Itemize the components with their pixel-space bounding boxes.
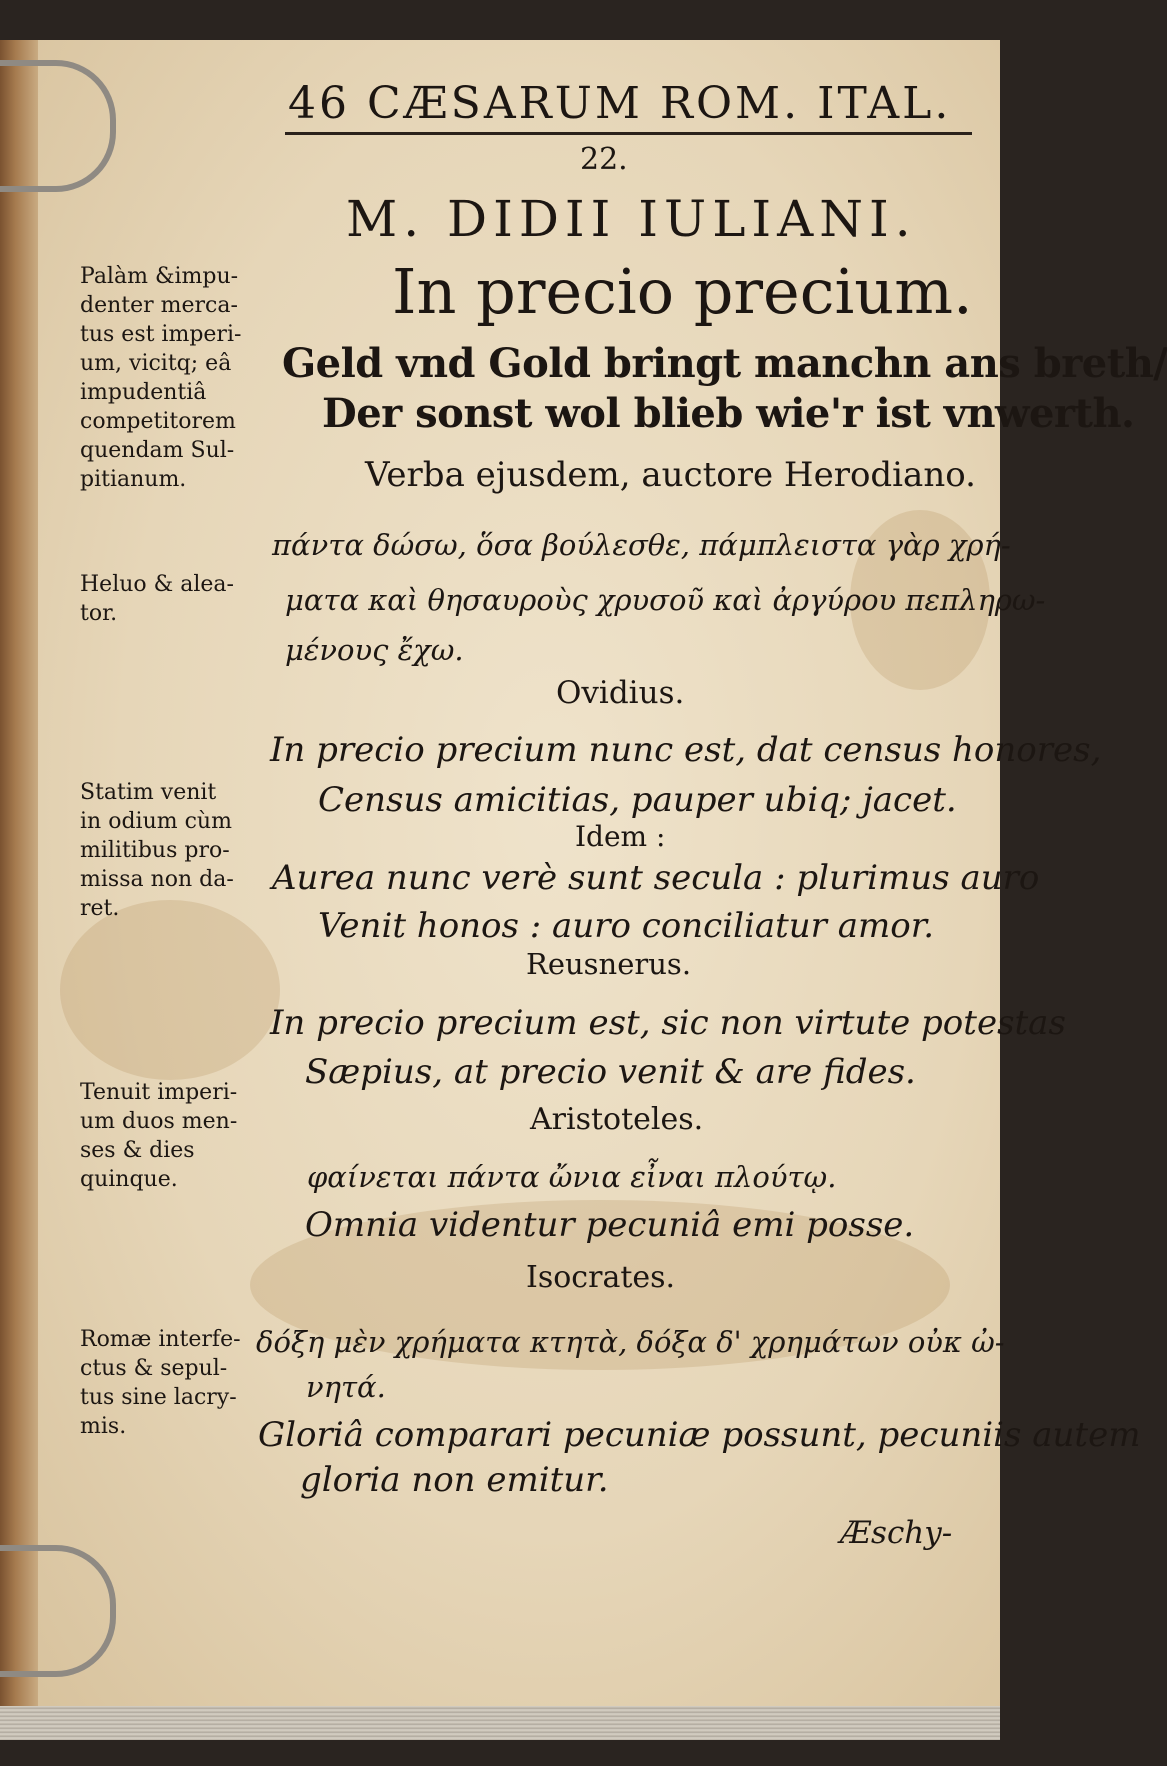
greek-quote-line: δόξη μὲν χρήματα κτητὰ, δόξα δ' χρημάτων οὐκ ὠ- xyxy=(256,1325,1005,1359)
catchword: Æschy- xyxy=(840,1515,953,1551)
greek-quote-line: ματα καὶ θησαυροὺς χρυσοῦ καὶ ἀργύρου πεπληρω- xyxy=(285,583,1046,617)
page-clip xyxy=(0,1545,116,1677)
margin-note: Tenuit imperi- um duos men- ses & dies quinque. xyxy=(80,1080,238,1192)
section-heading-aristoteles: Aristoteles. xyxy=(530,1102,704,1137)
verse-line: In precio precium nunc est, dat census honores, xyxy=(270,730,1102,770)
title-name: M. DIDII IULIANI. xyxy=(346,190,917,248)
verse-line: In precio precium est, sic non virtute potestas xyxy=(270,1003,1066,1043)
page-clip xyxy=(0,60,116,192)
section-heading-ovid: Ovidius. xyxy=(556,675,685,711)
section-heading-isocrates: Isocrates. xyxy=(526,1260,676,1295)
margin-note: Heluo & alea- tor. xyxy=(80,572,234,626)
greek-quote-line: μένους ἔχω. xyxy=(285,633,464,667)
section-heading-idem: Idem : xyxy=(575,820,666,853)
latin-quote-line: gloria non emitur. xyxy=(300,1460,609,1500)
margin-note: Statim venit in odium cùm militibus pro- missa non da- ret. xyxy=(80,780,234,921)
attribution-line: Verba ejusdem, auctore Herodiano. xyxy=(365,455,976,495)
latin-quote-line: Gloriâ comparari pecuniæ possunt, pecuniis autem xyxy=(258,1415,1141,1455)
head-rule xyxy=(285,132,972,135)
verse-line: Venit honos : auro conciliatur amor. xyxy=(318,906,935,946)
margin-note: Palàm &impu- denter merca- tus est imperi- um, vicitq; eâ impudentiâ competitorem quendam Sul- pitianum. xyxy=(80,264,242,492)
book-page xyxy=(0,40,1167,1740)
german-verse-line: Der sonst wol blieb wie'r ist vnwerth. xyxy=(322,390,1135,437)
page-bottom-edge xyxy=(0,1706,1000,1740)
german-verse-line: Geld vnd Gold bringt manchn ans breth/ xyxy=(282,340,1167,387)
running-head: 46 CÆSARUM ROM. ITAL. xyxy=(288,78,952,129)
margin-note: Romæ interfe- ctus & sepul- tus sine lacry- mis. xyxy=(80,1327,241,1439)
page-gutter-edge xyxy=(0,40,38,1740)
section-heading-reusnerus: Reusnerus. xyxy=(526,947,692,981)
paper-stain xyxy=(60,900,280,1080)
chapter-number: 22. xyxy=(580,142,628,177)
verse-line: Census amicitias, pauper ubiq; jacet. xyxy=(318,780,957,820)
greek-quote-line: πάντα δώσω, ὅσα βούλεσθε, πάμπλειστα γὰρ χρή- xyxy=(272,528,1011,562)
latin-quote-line: Omnia videntur pecuniâ emi posse. xyxy=(305,1205,915,1245)
greek-quote-line: νητά. xyxy=(306,1370,386,1404)
title-motto: In precio precium. xyxy=(392,255,973,328)
greek-quote-line: φαίνεται πάντα ὤνια εἶναι πλούτῳ. xyxy=(307,1160,837,1194)
verse-line: Sæpius, at precio venit & are fides. xyxy=(305,1052,916,1092)
verse-line: Aurea nunc verè sunt secula : plurimus auro xyxy=(272,858,1040,898)
